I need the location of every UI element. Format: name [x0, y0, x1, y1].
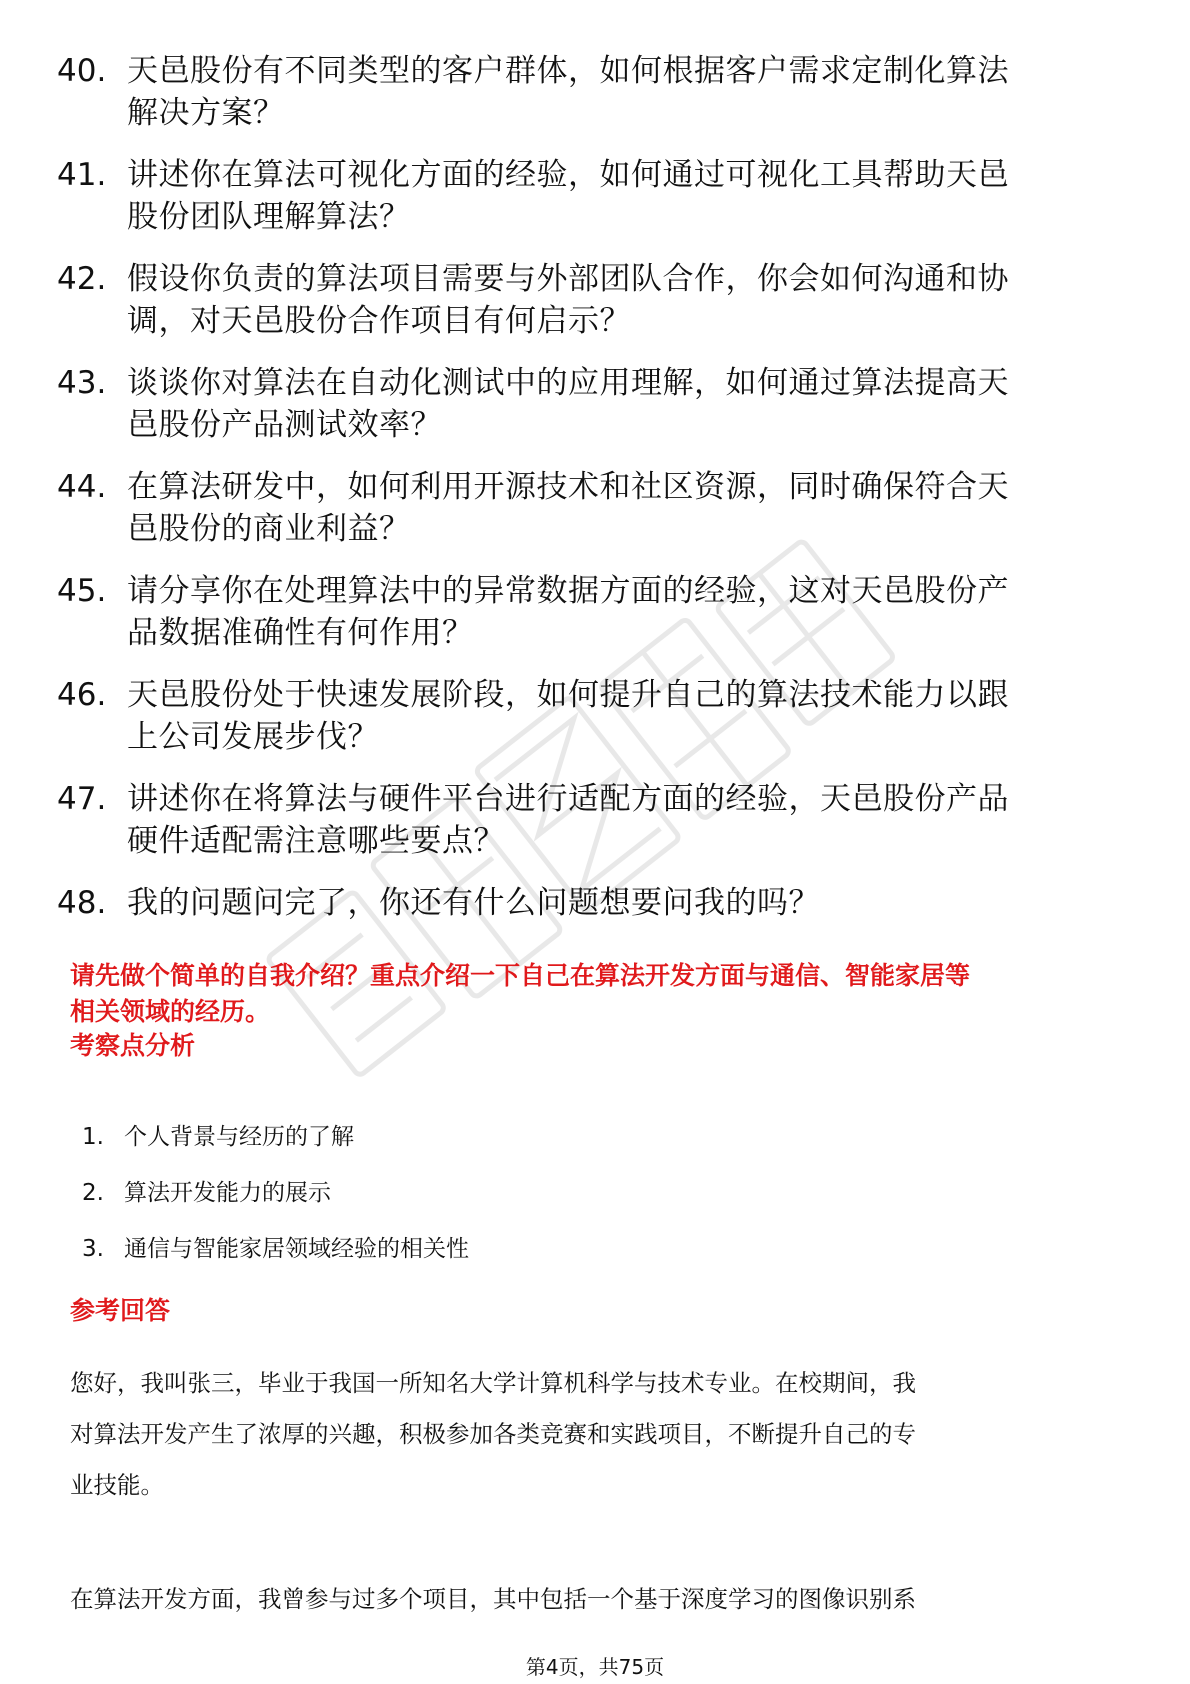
question-item [57, 362, 1137, 446]
list-item: 3. 通信与智能家居领域经验的相关性 [82, 1236, 469, 1262]
question-item [57, 466, 1137, 550]
question-number: 45. [57, 573, 107, 609]
question-item [57, 258, 1137, 342]
question-list [57, 50, 1137, 944]
question-text: 讲述你在算法可视化方面的经验，如何通过可视化工具帮助天邑 股份团队理解算法？ [127, 157, 1009, 235]
question-item [57, 50, 1137, 134]
question-number: 48. [57, 885, 107, 921]
question-text: 天邑股份处于快速发展阶段，如何提升自己的算法技术能力以跟 上公司发展步伐？ [127, 677, 1009, 755]
question-number: 44. [57, 469, 107, 505]
question-number: 40. [57, 53, 107, 89]
question-number: 42. [57, 261, 107, 297]
question-item [57, 674, 1137, 758]
question-text: 假设你负责的算法项目需要与外部团队合作，你会如何沟通和协 调，对天邑股份合作项目有何启示？ [127, 261, 1009, 339]
question-number: 46. [57, 677, 107, 713]
featured-question: 请先做个简单的自我介绍？重点介绍一下自己在算法开发方面与通信、智能家居等 相关领域的经历。 [70, 961, 971, 1026]
question-text: 天邑股份有不同类型的客户群体，如何根据客户需求定制化算法 解决方案？ [127, 53, 1009, 131]
question-text: 在算法研发中，如何利用开源技术和社区资源，同时确保符合天 邑股份的商业利益？ [127, 469, 1009, 547]
question-number: 41. [57, 157, 107, 193]
question-text: 讲述你在将算法与硬件平台进行适配方面的经验，天邑股份产品 硬件适配需注意哪些要点？ [127, 781, 1009, 859]
question-item [57, 882, 1137, 924]
question-text: 谈谈你对算法在自动化测试中的应用理解，如何通过算法提高天 邑股份产品测试效率？ [127, 365, 1009, 443]
answer-paragraph: 在算法开发方面，我曾参与过多个项目，其中包括一个基于深度学习的图像识别系 [70, 1585, 916, 1613]
question-number: 47. [57, 781, 107, 817]
analysis-points [82, 1122, 469, 1290]
question-text: 我的问题问完了，你还有什么问题想要问我的吗？ [127, 885, 820, 921]
page-indicator: 第4页，共75页 [525, 1655, 665, 1679]
analysis-heading: 考察点分析 [70, 1031, 196, 1060]
question-text: 请分享你在处理算法中的异常数据方面的经验，这对天邑股份产 品数据准确性有何作用？ [127, 573, 1009, 651]
question-item [57, 778, 1137, 862]
question-item [57, 154, 1137, 238]
question-number: 43. [57, 365, 107, 401]
answer-heading: 参考回答 [70, 1296, 171, 1325]
answer-paragraph: 您好，我叫张三，毕业于我国一所知名大学计算机科学与技术专业。在校期间，我 对算法开发产生了浓厚的兴趣，积极参加各类竞赛和实践项目，不断提升自己的专 业技能。 [70, 1369, 916, 1499]
list-item: 1. 个人背景与经历的了解 [82, 1124, 354, 1150]
list-item: 2. 算法开发能力的展示 [82, 1180, 331, 1206]
question-item [57, 570, 1137, 654]
